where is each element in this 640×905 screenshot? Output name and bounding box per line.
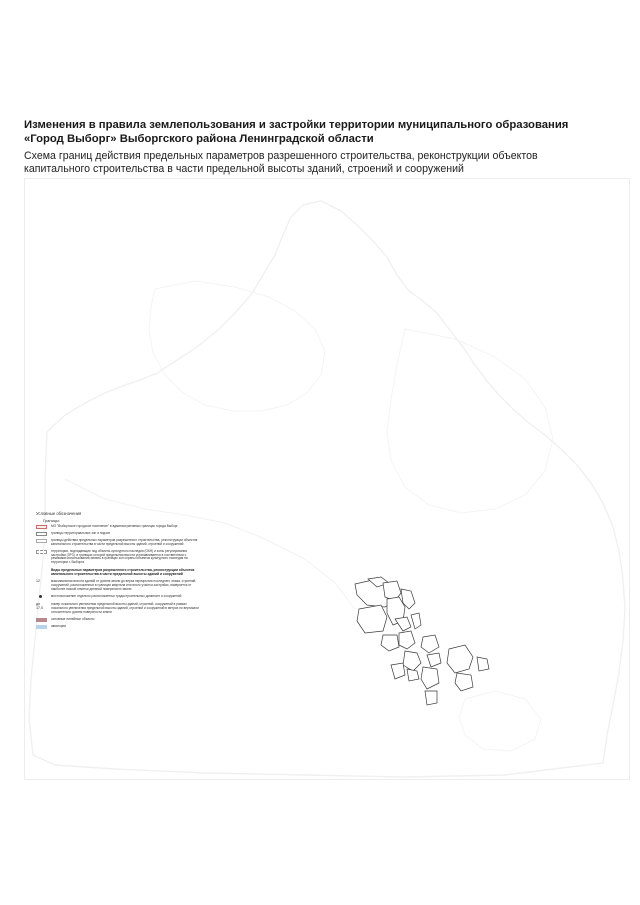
map-header [24,118,624,176]
legend-item-label: границы территориальных зон и подзон [51,530,111,535]
parcel [455,673,473,691]
parcel [395,617,411,631]
parcel [421,667,439,689]
legend-symbol-height-value: 12 [36,579,40,584]
parcel [411,613,421,629]
dominant-point-icon [36,595,47,600]
legend-item-label: территории, подпадающие под объекты культурного наследия (ОКН) и зоны регулирования застройки (ЗРЗ), в границах которой предельная высота устанавливается в соответствии с режимами использования земель в границах зон охраны объектов культурного наследия на территории г. Выборга [51,548,188,565]
parcel [391,663,405,679]
map-title-line-2: «Город Выборг» Выборгского района Ленинградской области [24,133,374,145]
legend-item [36,525,201,529]
legend-item [36,532,201,536]
legend-item-label: местоположение отдельно расположенных градостроительных доминант и сооружений [51,593,182,598]
legend-swatch-height-limit-border [36,539,47,543]
legend-title: Условные обозначения [36,511,82,516]
map-title-line-1: Изменения в правила землепользования и застройки территории муниципального образования [24,119,569,131]
parcel [427,653,441,667]
legend-symbol-local-height: до 17,5 [36,601,43,610]
city-boundary-outline [29,201,625,777]
legend-item [36,618,201,622]
map-legend [36,512,201,632]
parcel [477,657,489,671]
legend-item [36,625,201,629]
inner-zone-outline [149,281,325,411]
legend-section-heading: Виды предельных параметров разрешенного строительства, реконструкции объектов капитального строительства в части предельной высоты зданий и сооружений [51,568,195,577]
parcel [357,605,387,633]
legend-item-label: основные линейные объекты [51,616,95,621]
map-subtitle-line-2: капитального строительства в части предельной высоты зданий, строений и сооружений [24,163,464,175]
map-canvas [25,179,631,781]
legend-borders-heading: Границы: [43,517,61,523]
parcel [425,691,437,705]
legend-item [36,603,201,615]
height-limit-parcels [355,577,489,705]
legend-swatch-city-border [36,525,47,529]
inner-zone-outline [459,691,541,751]
legend-item-label: МО "Выборгское городское поселение" в административных границах города Выборг [51,523,178,528]
legend-swatch-zone-border [36,532,47,536]
parcel [403,651,421,671]
legend-item-label: границы действия предельных параметров разрешенного строительства, реконструкции объектов капитального строительства в части предельной высоты зданий, строений и сооружений [51,537,198,546]
parcel [421,635,439,653]
legend-swatch-heritage-border [36,550,47,554]
legend-item [36,595,201,600]
legend-swatch-linear-objects [36,618,47,622]
parcel [381,635,399,651]
legend-item-label: номер локального увеличения предельной высоты зданий, строений, сооружений в рамках локального увеличения предельной высоты зданий, строений и сооружений в метрах по вертикали относительно уровня поверхности земли [51,601,199,614]
parcel [447,645,473,673]
legend-item [36,550,201,566]
legend-swatch-water [36,625,47,629]
legend-item-label: максимальная высота зданий от уровня земли до верха перекрытия последнего этажа, строений, сооружений, расположенных в границах квартала или иного участка застройки, измеряется от наиболее низкой отметки дневной поверхности земли [51,579,197,592]
legend-item [36,580,201,592]
parcel [399,631,415,649]
parcel [407,669,419,681]
legend-item-label: акватории [51,623,67,628]
map-frame [24,178,630,780]
map-subtitle-line-1: Схема границ действия предельных параметров разрешенного строительства, реконструкции объектов [24,150,538,162]
legend-item [36,539,201,547]
